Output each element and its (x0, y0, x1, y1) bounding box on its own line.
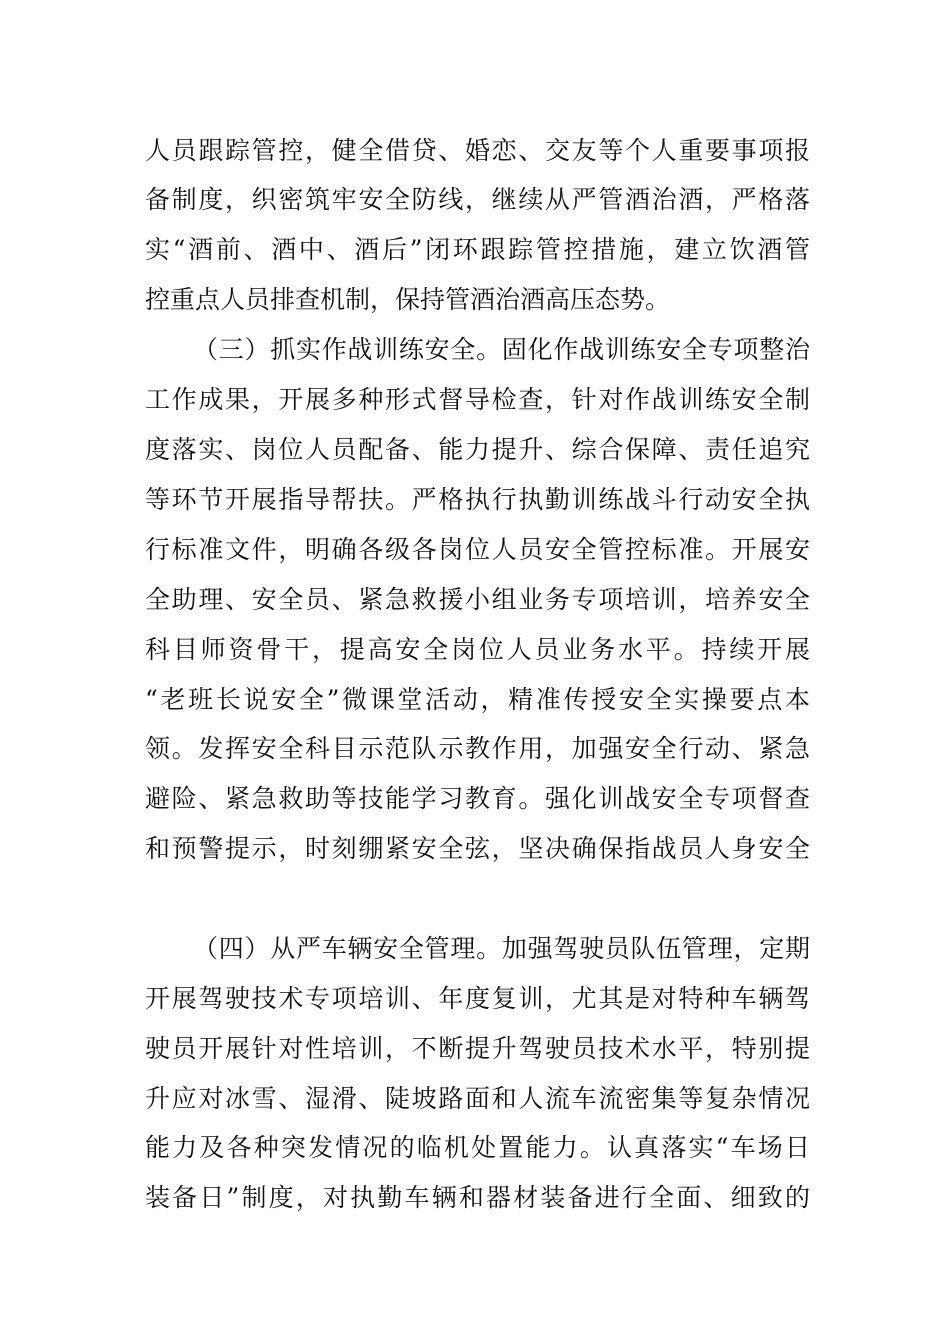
text-line: 控重点人员排查机制，保持管酒治酒高压态势。 (145, 285, 671, 314)
text-line: 备制度，织密筑牢安全防线，继续从严管酒治酒，严格落 (145, 185, 810, 214)
text-line: 驶员开展针对性培训，不断提升驾驶员技术水平，特别提 (145, 1034, 810, 1063)
text-line: 领。发挥安全科目示范队示教作用，加强安全行动、紧急 (145, 734, 810, 763)
text-line: 全助理、安全员、紧急救援小组业务专项培训，培养安全 (145, 585, 810, 614)
text-line: 实“酒前、酒中、酒后”闭环跟踪管控措施，建立饮酒管 (145, 235, 810, 264)
section-heading-line: （四）从严车辆安全管理。加强驾驶员队伍管理，定期 (193, 934, 810, 963)
text-line: 科目师资骨干，提高安全岗位人员业务水平。持续开展 (145, 635, 810, 664)
text-line: 和预警提示，时刻绷紧安全弦，坚决确保指战员人身安全 (145, 834, 810, 863)
text-line: 等环节开展指导帮扶。严格执行执勤训练战斗行动安全执 (145, 485, 810, 514)
text-line: 装备日”制度，对执勤车辆和器材装备进行全面、细致的 (145, 1183, 810, 1212)
text-line: 升应对冰雪、湿滑、陡坡路面和人流车流密集等复杂情况 (145, 1084, 810, 1113)
text-line: 能力及各种突发情况的临机处置能力。认真落实“车场日 (145, 1133, 810, 1162)
text-line: 人员跟踪管控，健全借贷、婚恋、交友等个人重要事项报 (145, 136, 810, 165)
text-line: 工作成果，开展多种形式督导检查，针对作战训练安全制 (145, 385, 810, 414)
text-line: 避险、紧急救助等技能学习教育。强化训战安全专项督查 (145, 784, 810, 813)
section-heading-line: （三）抓实作战训练安全。固化作战训练安全专项整治 (193, 335, 810, 364)
text-line: “老班长说安全”微课堂活动，精准传授安全实操要点本 (145, 685, 810, 714)
text-line: 开展驾驶技术专项培训、年度复训，尤其是对特种车辆驾 (145, 984, 810, 1013)
text-line: 行标准文件，明确各级各岗位人员安全管控标准。开展安 (145, 535, 810, 564)
text-line: 度落实、岗位人员配备、能力提升、综合保障、责任追究 (145, 435, 810, 464)
